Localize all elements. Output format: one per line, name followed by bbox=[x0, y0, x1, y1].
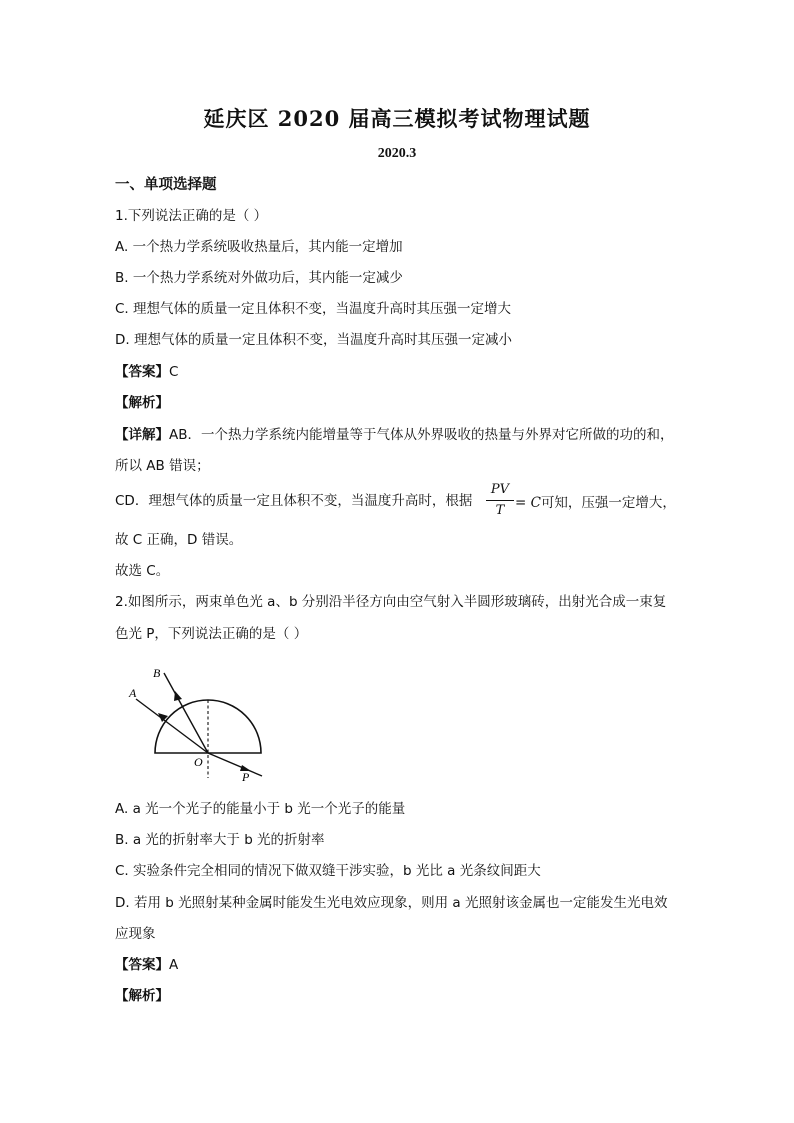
q2-option-c: C. 实验条件完全相同的情况下做双缝干涉实验，b 光比 a 光条纹间距大 bbox=[115, 863, 541, 879]
q1-detail-line-1: 【详解】AB．一个热力学系统内能增量等于气体从外界吸收的热量与外界对它所做的功的和， bbox=[115, 427, 674, 443]
fraction-bar bbox=[486, 500, 514, 501]
formula-numerator: PV bbox=[490, 482, 510, 497]
q2-option-a: A. a 光一个光子的能量小于 b 光一个光子的能量 bbox=[115, 801, 406, 817]
q1-analysis-label: 【解析】 bbox=[115, 395, 169, 411]
semicircle-glass-figure bbox=[118, 652, 288, 792]
label-o: O bbox=[194, 755, 203, 769]
formula-rhs: = C bbox=[515, 495, 541, 511]
q1-option-b: B. 一个热力学系统对外做功后，其内能一定减少 bbox=[115, 270, 403, 286]
q1-detail-label: 【详解】 bbox=[115, 427, 169, 443]
ray-b-arrow bbox=[174, 691, 182, 701]
formula-rhs-and-suffix bbox=[515, 491, 676, 511]
q1-option-a: A. 一个热力学系统吸收热量后，其内能一定增加 bbox=[115, 239, 403, 255]
label-b: B bbox=[153, 666, 161, 680]
q1-answer-value: C bbox=[169, 364, 179, 380]
q2-answer bbox=[115, 955, 178, 975]
q2-option-d: D. 若用 b 光照射某种金属时能发生光电效应现象，则用 a 光照射该金属也一定能发生光电效 bbox=[115, 895, 668, 911]
q1-stem: 1.下列说法正确的是（ ） bbox=[115, 208, 268, 224]
ray-a bbox=[136, 699, 208, 753]
q2-option-b: B. a 光的折射率大于 b 光的折射率 bbox=[115, 832, 325, 848]
q2-answer-label: 【答案】 bbox=[115, 957, 169, 973]
formula-denominator: T bbox=[495, 503, 505, 518]
q1-detail-line-4: 故 C 正确，D 错误。 bbox=[115, 532, 243, 548]
q1-answer bbox=[115, 362, 178, 382]
q2-analysis-label: 【解析】 bbox=[115, 988, 169, 1004]
ray-p bbox=[208, 753, 262, 776]
label-a: A bbox=[129, 686, 137, 700]
label-p: P bbox=[242, 770, 250, 784]
q2-stem-line-1: 2.如图所示，两束单色光 a、b 分别沿半径方向由空气射入半圆形玻璃砖，出射光合成一束复 bbox=[115, 594, 667, 610]
q1-option-c: C. 理想气体的质量一定且体积不变，当温度升高时其压强一定增大 bbox=[115, 301, 512, 317]
q1-answer-label: 【答案】 bbox=[115, 364, 169, 380]
q1-detail-line-2: 所以 AB 错误； bbox=[115, 458, 210, 474]
section-title: 一、单项选择题 bbox=[115, 177, 217, 193]
q2-answer-value: A bbox=[169, 957, 179, 973]
page-title: 延庆区 2020 届高三模拟考试物理试题 bbox=[203, 106, 591, 131]
q1-detail-line-3-prefix: CD．理想气体的质量一定且体积不变，当温度升高时，根据 bbox=[115, 493, 473, 509]
ray-b bbox=[164, 673, 208, 753]
q1-conclusion: 故选 C。 bbox=[115, 563, 170, 579]
q2-option-d-cont: 应现象 bbox=[115, 926, 156, 942]
q2-stem-line-2: 色光 P，下列说法正确的是（ ） bbox=[115, 626, 308, 642]
q1-option-d: D. 理想气体的质量一定且体积不变，当温度升高时其压强一定减小 bbox=[115, 332, 512, 348]
ideal-gas-formula bbox=[486, 481, 514, 520]
q1-detail-line-3-suffix: 可知，压强一定增大， bbox=[540, 495, 676, 511]
exam-date: 2020.3 bbox=[377, 146, 417, 161]
